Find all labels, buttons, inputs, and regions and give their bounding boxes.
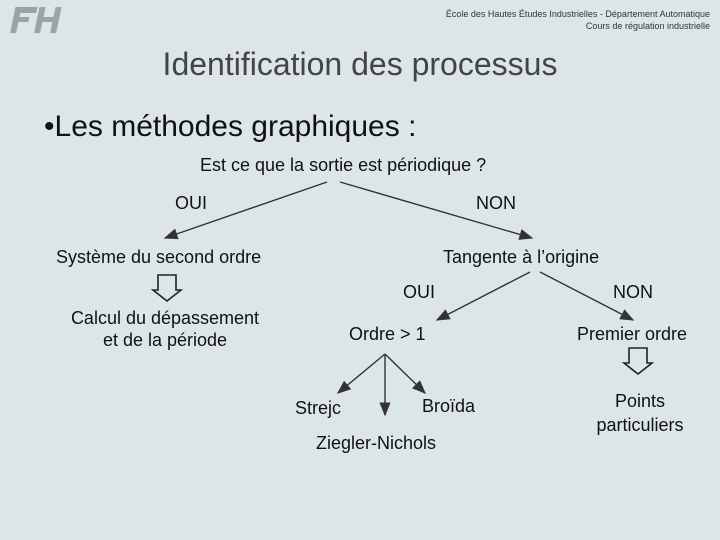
calcul-line1: Calcul du dépassement (70, 308, 260, 328)
tangente-node: Tangente à l’origine (443, 247, 600, 267)
header-line1: École des Hautes Études Industrielles - Département Automatique (445, 9, 710, 19)
points-particuliers-node (570, 389, 710, 437)
header-line2: Cours de régulation industrielle (585, 21, 710, 31)
page-title: Identification des processus (162, 46, 558, 82)
points-line2: particuliers (596, 415, 684, 435)
strejc-node: Strejc (295, 398, 342, 418)
bullet-heading: •Les méthodes graphiques : (44, 110, 417, 143)
premier-ordre-node: Premier ordre (577, 324, 688, 344)
ziegler-nichols-node: Ziegler-Nichols (316, 433, 437, 453)
oui-label-2: OUI (403, 282, 436, 302)
calcul-line2: et de la période (102, 330, 228, 350)
broida-node: Broïda (422, 396, 476, 416)
second-ordre-node: Système du second ordre (56, 247, 262, 267)
question-node: Est ce que la sortie est périodique ? (200, 155, 487, 175)
points-line1: Points (614, 391, 666, 411)
implies-arrow-left (153, 275, 181, 301)
non-label-2: NON (613, 282, 653, 302)
arrow-to-strejc (338, 354, 385, 393)
arrow-to-ordre (437, 272, 530, 320)
non-label-1: NON (476, 193, 516, 213)
arrow-to-broida (385, 354, 425, 393)
oui-label-1: OUI (175, 193, 208, 213)
implies-arrow-right (624, 348, 652, 374)
calcul-node (40, 307, 290, 351)
ordre-sup-1-node: Ordre > 1 (349, 324, 426, 344)
